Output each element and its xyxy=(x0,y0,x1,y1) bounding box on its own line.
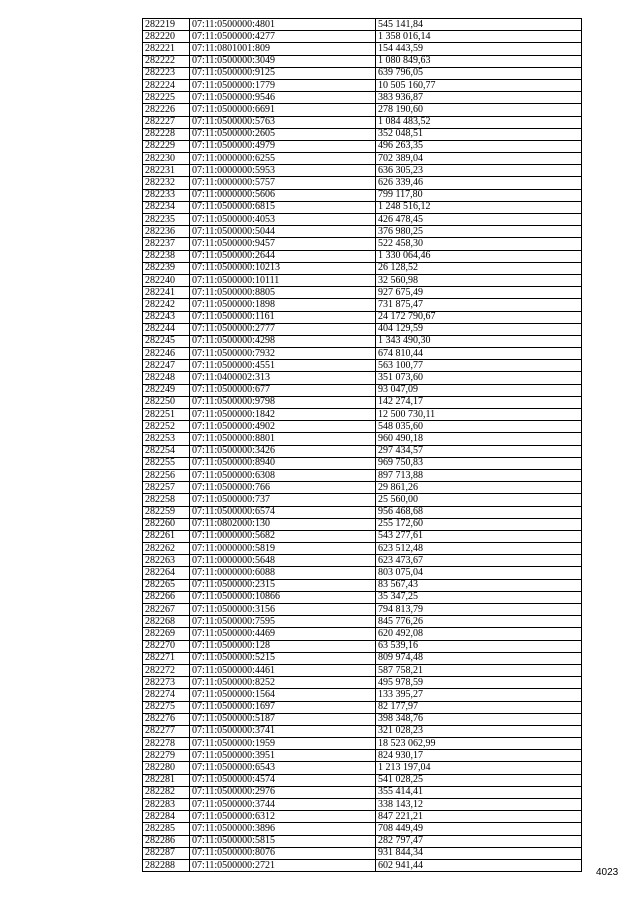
row-number-cell: 282261 xyxy=(143,530,190,542)
cadastral-number-cell: 07:11:0500000:1779 xyxy=(190,79,376,91)
table-row xyxy=(143,140,582,152)
row-number-cell: 282249 xyxy=(143,384,190,396)
row-number-cell: 282219 xyxy=(143,19,190,31)
cadastral-number-cell: 07:11:0000000:5757 xyxy=(190,177,376,189)
cadastral-number-cell: 07:11:0500000:6543 xyxy=(190,762,376,774)
cadastral-number-cell: 07:11:0500000:8076 xyxy=(190,847,376,859)
cadastral-value-cell: 282 797,47 xyxy=(376,835,582,847)
cadastral-number-cell: 07:11:0500000:6308 xyxy=(190,469,376,481)
cadastral-number-cell: 07:11:0500000:2644 xyxy=(190,250,376,262)
cadastral-value-cell: 824 930,17 xyxy=(376,750,582,762)
table-row xyxy=(143,79,582,91)
cadastral-value-cell: 969 750,83 xyxy=(376,457,582,469)
table-row xyxy=(143,92,582,104)
cadastral-value-cell: 1 084 483,52 xyxy=(376,116,582,128)
table-row xyxy=(143,579,582,591)
cadastral-number-cell: 07:11:0500000:4461 xyxy=(190,664,376,676)
row-number-cell: 282274 xyxy=(143,689,190,701)
row-number-cell: 282256 xyxy=(143,469,190,481)
cadastral-number-cell: 07:11:0500000:766 xyxy=(190,482,376,494)
cadastral-number-cell: 07:11:0500000:3156 xyxy=(190,604,376,616)
cadastral-value-cell: 18 523 062,99 xyxy=(376,738,582,750)
cadastral-value-cell: 623 512,48 xyxy=(376,543,582,555)
cadastral-value-cell: 321 028,23 xyxy=(376,725,582,737)
row-number-cell: 282266 xyxy=(143,591,190,603)
row-number-cell: 282264 xyxy=(143,567,190,579)
cadastral-number-cell: 07:11:0500000:3426 xyxy=(190,445,376,457)
cadastral-number-cell: 07:11:0500000:3951 xyxy=(190,750,376,762)
cadastral-number-cell: 07:11:0500000:1697 xyxy=(190,701,376,713)
row-number-cell: 282253 xyxy=(143,433,190,445)
cadastral-value-cell: 35 347,25 xyxy=(376,591,582,603)
cadastral-number-cell: 07:11:0500000:5215 xyxy=(190,652,376,664)
table-row xyxy=(143,360,582,372)
table-row xyxy=(143,238,582,250)
table-row xyxy=(143,811,582,823)
cadastral-value-cell: 63 539,16 xyxy=(376,640,582,652)
table-row xyxy=(143,530,582,542)
cadastral-number-cell: 07:11:0500000:677 xyxy=(190,384,376,396)
table-row xyxy=(143,616,582,628)
table-row xyxy=(143,543,582,555)
cadastral-number-cell: 07:11:0500000:128 xyxy=(190,640,376,652)
cadastral-number-cell: 07:11:0500000:10213 xyxy=(190,262,376,274)
table-row xyxy=(143,433,582,445)
cadastral-number-cell: 07:11:0500000:1959 xyxy=(190,738,376,750)
cadastral-value-cell: 794 813,79 xyxy=(376,604,582,616)
row-number-cell: 282220 xyxy=(143,31,190,43)
row-number-cell: 282232 xyxy=(143,177,190,189)
cadastral-value-cell: 154 443,59 xyxy=(376,43,582,55)
cadastral-value-cell: 639 796,05 xyxy=(376,67,582,79)
cadastral-number-cell: 07:11:0500000:9546 xyxy=(190,92,376,104)
cadastral-number-cell: 07:11:0500000:2605 xyxy=(190,128,376,140)
row-number-cell: 282248 xyxy=(143,372,190,384)
cadastral-value-cell: 1 330 064,46 xyxy=(376,250,582,262)
table-row xyxy=(143,262,582,274)
cadastral-number-cell: 07:11:0500000:3049 xyxy=(190,55,376,67)
cadastral-number-cell: 07:11:0000000:5953 xyxy=(190,165,376,177)
cadastral-number-cell: 07:11:0500000:8940 xyxy=(190,457,376,469)
cadastral-number-cell: 07:11:0500000:4801 xyxy=(190,19,376,31)
table-row xyxy=(143,128,582,140)
cadastral-number-cell: 07:11:0500000:1564 xyxy=(190,689,376,701)
cadastral-number-cell: 07:11:0500000:10111 xyxy=(190,274,376,286)
cadastral-number-cell: 07:11:0500000:2976 xyxy=(190,786,376,798)
cadastral-value-cell: 133 395,27 xyxy=(376,689,582,701)
cadastral-number-cell: 07:11:0000000:5682 xyxy=(190,530,376,542)
cadastral-value-cell: 548 035,60 xyxy=(376,421,582,433)
cadastral-value-cell: 956 468,68 xyxy=(376,506,582,518)
row-number-cell: 282252 xyxy=(143,421,190,433)
cadastral-value-cell: 10 505 160,77 xyxy=(376,79,582,91)
table-row xyxy=(143,713,582,725)
table-row xyxy=(143,177,582,189)
table-row xyxy=(143,725,582,737)
row-number-cell: 282276 xyxy=(143,713,190,725)
cadastral-value-cell: 93 047,09 xyxy=(376,384,582,396)
cadastral-value-cell: 563 100,77 xyxy=(376,360,582,372)
cadastral-value-cell: 383 936,87 xyxy=(376,92,582,104)
row-number-cell: 282284 xyxy=(143,811,190,823)
cadastral-number-cell: 07:11:0500000:1842 xyxy=(190,409,376,421)
cadastral-value-cell: 496 263,35 xyxy=(376,140,582,152)
cadastral-value-cell: 847 221,21 xyxy=(376,811,582,823)
table-row xyxy=(143,518,582,530)
cadastral-number-cell: 07:11:0500000:1161 xyxy=(190,311,376,323)
cadastral-number-cell: 07:11:0500000:8805 xyxy=(190,287,376,299)
cadastral-number-cell: 07:11:0500000:7932 xyxy=(190,348,376,360)
row-number-cell: 282288 xyxy=(143,859,190,871)
row-number-cell: 282259 xyxy=(143,506,190,518)
cadastral-value-cell: 355 414,41 xyxy=(376,786,582,798)
row-number-cell: 282258 xyxy=(143,494,190,506)
table-row xyxy=(143,19,582,31)
table-row xyxy=(143,189,582,201)
cadastral-value-cell: 602 941,44 xyxy=(376,859,582,871)
table-row xyxy=(143,165,582,177)
cadastral-number-cell: 07:11:0500000:6574 xyxy=(190,506,376,518)
table-row xyxy=(143,664,582,676)
cadastral-number-cell: 07:11:0500000:737 xyxy=(190,494,376,506)
cadastral-value-cell: 1 343 490,30 xyxy=(376,335,582,347)
cadastral-number-cell: 07:11:0500000:4053 xyxy=(190,214,376,226)
cadastral-value-cell: 24 172 790,67 xyxy=(376,311,582,323)
cadastral-value-cell: 398 348,76 xyxy=(376,713,582,725)
table-row xyxy=(143,299,582,311)
row-number-cell: 282257 xyxy=(143,482,190,494)
table-row xyxy=(143,104,582,116)
cadastral-number-cell: 07:11:0500000:4277 xyxy=(190,31,376,43)
table-row xyxy=(143,640,582,652)
cadastral-value-cell: 426 478,45 xyxy=(376,214,582,226)
table-row xyxy=(143,311,582,323)
cadastral-number-cell: 07:11:0000000:6088 xyxy=(190,567,376,579)
table-row xyxy=(143,55,582,67)
cadastral-number-cell: 07:11:0500000:3744 xyxy=(190,799,376,811)
table-row xyxy=(143,153,582,165)
cadastral-number-cell: 07:11:0400002:313 xyxy=(190,372,376,384)
table-row xyxy=(143,506,582,518)
cadastral-number-cell: 07:11:0500000:5763 xyxy=(190,116,376,128)
cadastral-number-cell: 07:11:0500000:3896 xyxy=(190,823,376,835)
row-number-cell: 282247 xyxy=(143,360,190,372)
table-row xyxy=(143,67,582,79)
row-number-cell: 282222 xyxy=(143,55,190,67)
row-number-cell: 282225 xyxy=(143,92,190,104)
page-number: 4023 xyxy=(596,867,619,878)
row-number-cell: 282275 xyxy=(143,701,190,713)
table-row xyxy=(143,604,582,616)
cadastral-value-cell: 636 305,23 xyxy=(376,165,582,177)
cadastral-number-cell: 07:11:0500000:8252 xyxy=(190,677,376,689)
row-number-cell: 282278 xyxy=(143,738,190,750)
table-row xyxy=(143,409,582,421)
row-number-cell: 282235 xyxy=(143,214,190,226)
cadastral-value-cell: 255 172,60 xyxy=(376,518,582,530)
table-row xyxy=(143,469,582,481)
cadastral-number-cell: 07:11:0000000:6255 xyxy=(190,153,376,165)
table-row xyxy=(143,701,582,713)
cadastral-number-cell: 07:11:0500000:6312 xyxy=(190,811,376,823)
cadastral-number-cell: 07:11:0500000:2721 xyxy=(190,859,376,871)
table-row xyxy=(143,482,582,494)
row-number-cell: 282277 xyxy=(143,725,190,737)
table-row xyxy=(143,652,582,664)
table-row xyxy=(143,214,582,226)
cadastral-number-cell: 07:11:0500000:6691 xyxy=(190,104,376,116)
row-number-cell: 282272 xyxy=(143,664,190,676)
table-row xyxy=(143,274,582,286)
table-row xyxy=(143,201,582,213)
row-number-cell: 282238 xyxy=(143,250,190,262)
row-number-cell: 282243 xyxy=(143,311,190,323)
cadastral-number-cell: 07:11:0500000:4298 xyxy=(190,335,376,347)
table-row xyxy=(143,835,582,847)
row-number-cell: 282271 xyxy=(143,652,190,664)
table-row xyxy=(143,799,582,811)
cadastral-value-cell: 803 075,04 xyxy=(376,567,582,579)
row-number-cell: 282230 xyxy=(143,153,190,165)
row-number-cell: 282268 xyxy=(143,616,190,628)
row-number-cell: 282224 xyxy=(143,79,190,91)
row-number-cell: 282260 xyxy=(143,518,190,530)
row-number-cell: 282282 xyxy=(143,786,190,798)
row-number-cell: 282267 xyxy=(143,604,190,616)
cadastral-value-cell: 931 844,34 xyxy=(376,847,582,859)
cadastral-value-cell: 338 143,12 xyxy=(376,799,582,811)
table-row xyxy=(143,335,582,347)
row-number-cell: 282286 xyxy=(143,835,190,847)
table-row xyxy=(143,591,582,603)
cadastral-value-cell: 376 980,25 xyxy=(376,226,582,238)
cadastral-number-cell: 07:11:0500000:5815 xyxy=(190,835,376,847)
row-number-cell: 282228 xyxy=(143,128,190,140)
cadastral-value-cell: 404 129,59 xyxy=(376,323,582,335)
cadastral-value-cell: 29 861,26 xyxy=(376,482,582,494)
row-number-cell: 282251 xyxy=(143,409,190,421)
table-row xyxy=(143,31,582,43)
row-number-cell: 282250 xyxy=(143,396,190,408)
table-row xyxy=(143,555,582,567)
cadastral-value-cell: 26 128,52 xyxy=(376,262,582,274)
cadastral-value-cell: 674 810,44 xyxy=(376,348,582,360)
cadastral-value-cell: 522 458,30 xyxy=(376,238,582,250)
row-number-cell: 282283 xyxy=(143,799,190,811)
cadastral-number-cell: 07:11:0500000:4469 xyxy=(190,628,376,640)
table-row xyxy=(143,396,582,408)
cadastral-value-cell: 809 974,48 xyxy=(376,652,582,664)
cadastral-value-cell: 32 560,98 xyxy=(376,274,582,286)
row-number-cell: 282240 xyxy=(143,274,190,286)
cadastral-value-cell: 543 277,61 xyxy=(376,530,582,542)
cadastral-value-cell: 83 567,43 xyxy=(376,579,582,591)
table-row xyxy=(143,494,582,506)
cadastral-number-cell: 07:11:0500000:9457 xyxy=(190,238,376,250)
row-number-cell: 282234 xyxy=(143,201,190,213)
row-number-cell: 282233 xyxy=(143,189,190,201)
row-number-cell: 282279 xyxy=(143,750,190,762)
cadastral-number-cell: 07:11:0000000:5606 xyxy=(190,189,376,201)
row-number-cell: 282223 xyxy=(143,67,190,79)
cadastral-value-cell: 352 048,51 xyxy=(376,128,582,140)
cadastral-number-cell: 07:11:0500000:4574 xyxy=(190,774,376,786)
cadastral-value-cell: 495 978,59 xyxy=(376,677,582,689)
cadastral-value-cell: 545 141,84 xyxy=(376,19,582,31)
row-number-cell: 282226 xyxy=(143,104,190,116)
cadastral-number-cell: 07:11:0500000:8801 xyxy=(190,433,376,445)
row-number-cell: 282263 xyxy=(143,555,190,567)
row-number-cell: 282265 xyxy=(143,579,190,591)
cadastral-value-cell: 927 675,49 xyxy=(376,287,582,299)
cadastral-number-cell: 07:11:0500000:9125 xyxy=(190,67,376,79)
row-number-cell: 282287 xyxy=(143,847,190,859)
table-row xyxy=(143,677,582,689)
cadastral-value-cell: 12 500 730,11 xyxy=(376,409,582,421)
table-row xyxy=(143,323,582,335)
cadastral-value-cell: 541 028,25 xyxy=(376,774,582,786)
table-row xyxy=(143,250,582,262)
cadastral-number-cell: 07:11:0500000:9798 xyxy=(190,396,376,408)
table-row xyxy=(143,774,582,786)
cadastral-value-cell: 702 389,04 xyxy=(376,153,582,165)
row-number-cell: 282221 xyxy=(143,43,190,55)
cadastral-value-cell: 278 190,60 xyxy=(376,104,582,116)
table-row xyxy=(143,567,582,579)
row-number-cell: 282229 xyxy=(143,140,190,152)
cadastral-value-cell: 1 213 197,04 xyxy=(376,762,582,774)
cadastral-number-cell: 07:11:0802000:130 xyxy=(190,518,376,530)
table-body xyxy=(143,19,582,872)
table-row xyxy=(143,628,582,640)
table-row xyxy=(143,859,582,871)
cadastral-value-cell: 587 758,21 xyxy=(376,664,582,676)
cadastral-value-cell: 25 560,00 xyxy=(376,494,582,506)
cadastral-value-cell: 708 449,49 xyxy=(376,823,582,835)
row-number-cell: 282270 xyxy=(143,640,190,652)
table-row xyxy=(143,738,582,750)
cadastral-value-cell: 960 490,18 xyxy=(376,433,582,445)
cadastral-number-cell: 07:11:0500000:4902 xyxy=(190,421,376,433)
cadastral-value-cell: 82 177,97 xyxy=(376,701,582,713)
cadastral-number-cell: 07:11:0500000:4979 xyxy=(190,140,376,152)
cadastral-number-cell: 07:11:0500000:5044 xyxy=(190,226,376,238)
cadastral-number-cell: 07:11:0000000:5819 xyxy=(190,543,376,555)
cadastral-value-cell: 620 492,08 xyxy=(376,628,582,640)
table-row xyxy=(143,384,582,396)
cadastral-value-cell: 351 073,60 xyxy=(376,372,582,384)
cadastral-value-cell: 297 434,57 xyxy=(376,445,582,457)
table-row xyxy=(143,823,582,835)
table-row xyxy=(143,43,582,55)
table-row xyxy=(143,348,582,360)
cadastral-number-cell: 07:11:0500000:10866 xyxy=(190,591,376,603)
table-row xyxy=(143,445,582,457)
cadastral-number-cell: 07:11:0500000:5187 xyxy=(190,713,376,725)
row-number-cell: 282269 xyxy=(143,628,190,640)
cadastral-value-cell: 623 473,67 xyxy=(376,555,582,567)
table-row xyxy=(143,762,582,774)
row-number-cell: 282246 xyxy=(143,348,190,360)
table-row xyxy=(143,689,582,701)
row-number-cell: 282242 xyxy=(143,299,190,311)
table-row xyxy=(143,421,582,433)
row-number-cell: 282255 xyxy=(143,457,190,469)
row-number-cell: 282281 xyxy=(143,774,190,786)
cadastral-number-cell: 07:11:0500000:6815 xyxy=(190,201,376,213)
cadastral-number-cell: 07:11:0500000:2315 xyxy=(190,579,376,591)
cadastral-number-cell: 07:11:0000000:5648 xyxy=(190,555,376,567)
row-number-cell: 282241 xyxy=(143,287,190,299)
cadastral-value-cell: 731 875,47 xyxy=(376,299,582,311)
row-number-cell: 282239 xyxy=(143,262,190,274)
row-number-cell: 282280 xyxy=(143,762,190,774)
cadastral-value-cell: 897 713,88 xyxy=(376,469,582,481)
table-row xyxy=(143,287,582,299)
row-number-cell: 282254 xyxy=(143,445,190,457)
row-number-cell: 282262 xyxy=(143,543,190,555)
cadastral-value-cell: 1 080 849,63 xyxy=(376,55,582,67)
row-number-cell: 282244 xyxy=(143,323,190,335)
row-number-cell: 282285 xyxy=(143,823,190,835)
cadastral-number-cell: 07:11:0500000:4551 xyxy=(190,360,376,372)
cadastral-value-table xyxy=(142,18,582,872)
cadastral-value-cell: 142 274,17 xyxy=(376,396,582,408)
cadastral-value-cell: 1 248 516,12 xyxy=(376,201,582,213)
row-number-cell: 282273 xyxy=(143,677,190,689)
table-row xyxy=(143,786,582,798)
table-row xyxy=(143,372,582,384)
cadastral-value-cell: 845 776,26 xyxy=(376,616,582,628)
table-row xyxy=(143,226,582,238)
row-number-cell: 282237 xyxy=(143,238,190,250)
cadastral-value-cell: 626 339,46 xyxy=(376,177,582,189)
row-number-cell: 282227 xyxy=(143,116,190,128)
cadastral-number-cell: 07:11:0500000:1898 xyxy=(190,299,376,311)
table-row xyxy=(143,116,582,128)
cadastral-number-cell: 07:11:0500000:2777 xyxy=(190,323,376,335)
cadastral-number-cell: 07:11:0801001:809 xyxy=(190,43,376,55)
row-number-cell: 282231 xyxy=(143,165,190,177)
cadastral-value-cell: 1 358 016,14 xyxy=(376,31,582,43)
row-number-cell: 282236 xyxy=(143,226,190,238)
cadastral-number-cell: 07:11:0500000:7595 xyxy=(190,616,376,628)
cadastral-value-cell: 799 117,80 xyxy=(376,189,582,201)
table-row xyxy=(143,457,582,469)
table-row xyxy=(143,847,582,859)
cadastral-number-cell: 07:11:0500000:3741 xyxy=(190,725,376,737)
row-number-cell: 282245 xyxy=(143,335,190,347)
table-row xyxy=(143,750,582,762)
